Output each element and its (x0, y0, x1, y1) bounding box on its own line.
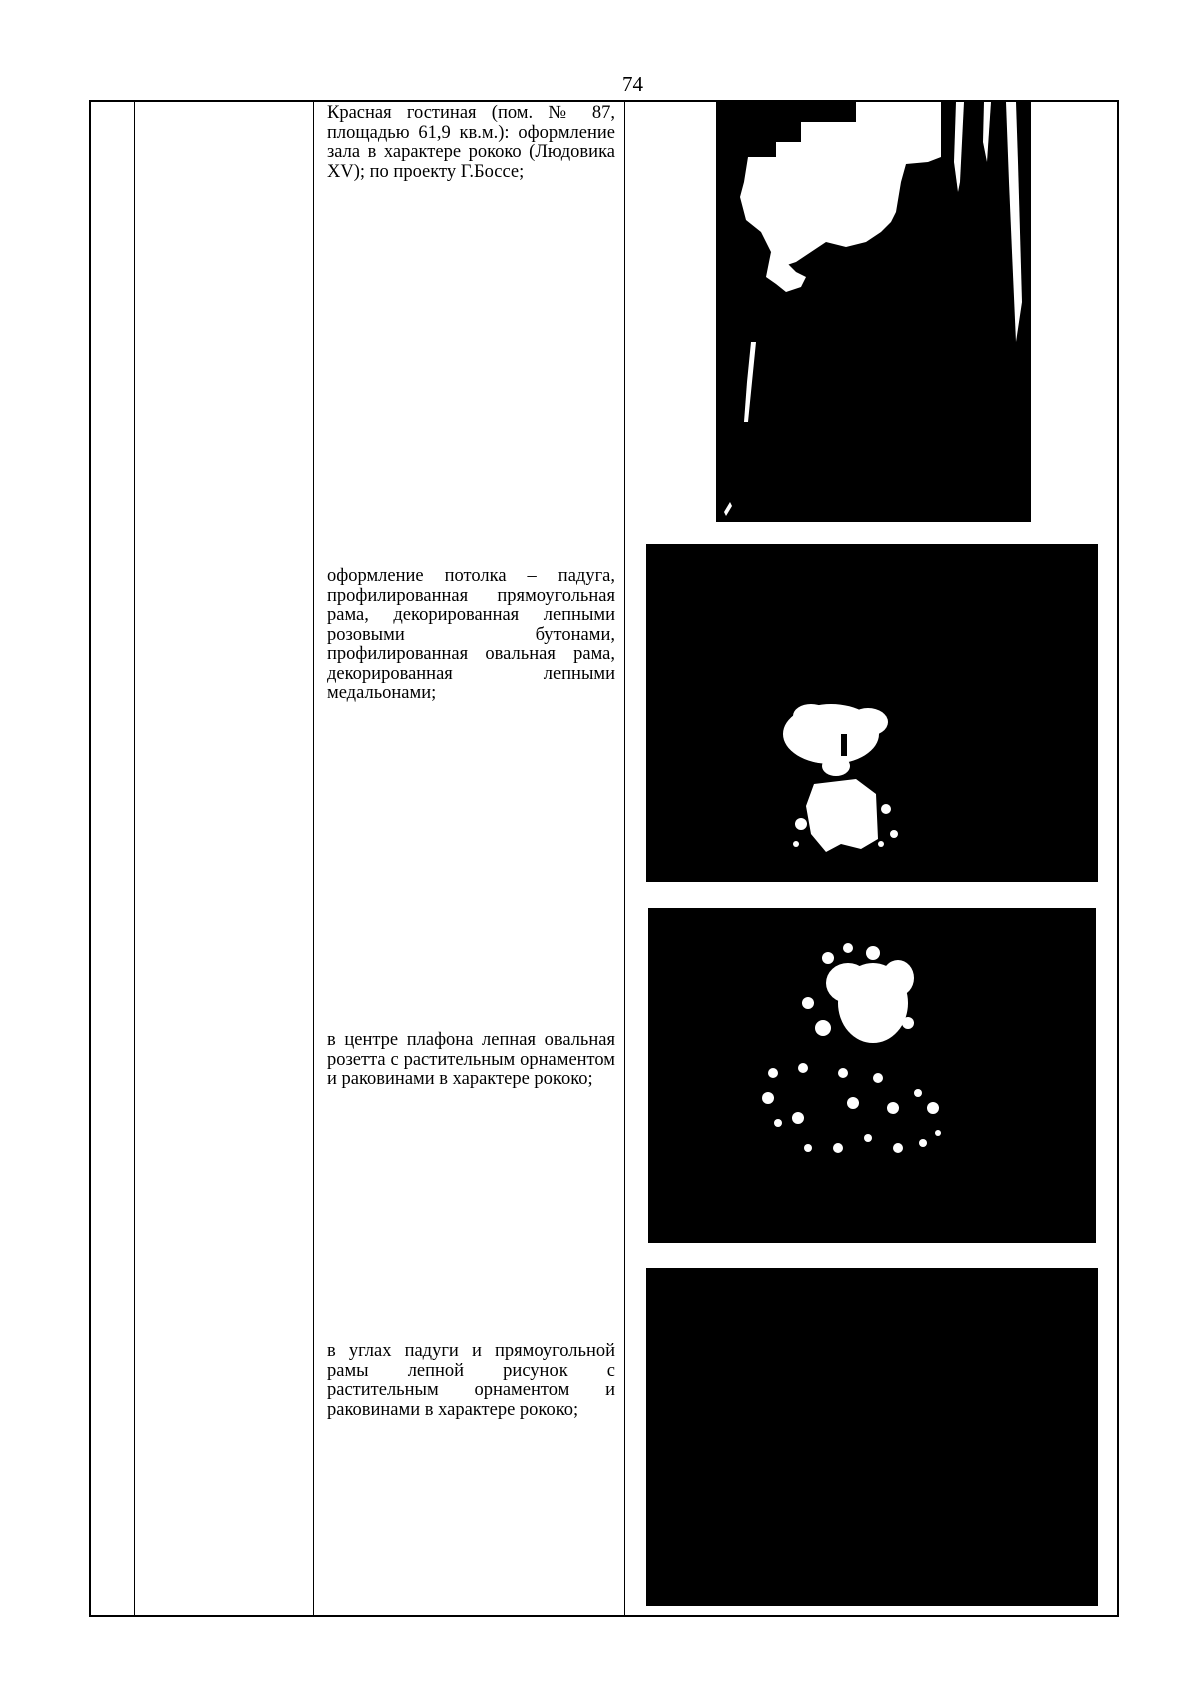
column-divider (624, 102, 625, 1615)
interior-wall-photo (716, 102, 1031, 522)
column-divider (134, 102, 135, 1615)
ceiling-decor-photo (646, 544, 1098, 882)
plafond-rosette-photo (648, 908, 1096, 1243)
monument-table (89, 100, 1119, 1617)
entry-description: в центре плафона лепная овальная розетта с растительным орнаментом и раковинами в характере рококо; (327, 1030, 615, 1089)
corner-ornament-photo (646, 1268, 1098, 1606)
column-divider (313, 102, 314, 1615)
entry-description: Красная гостиная (пом. № 87, площадью 61,9 кв.м.): оформление зала в характере рококо (Людовика XV); по проекту Г.Боссе; (327, 103, 615, 182)
page-number: 74 (622, 72, 643, 96)
entry-description: оформление потолка – падуга, профилированная прямоугольная рама, декорированная лепными розовыми бутонами, профилированная овальная рама, декорированная лепными медальонами; (327, 566, 615, 703)
entry-description: в углах падуги и прямоугольной рамы лепной рисунок с растительным орнаментом и раковинами в характере рококо; (327, 1341, 615, 1420)
